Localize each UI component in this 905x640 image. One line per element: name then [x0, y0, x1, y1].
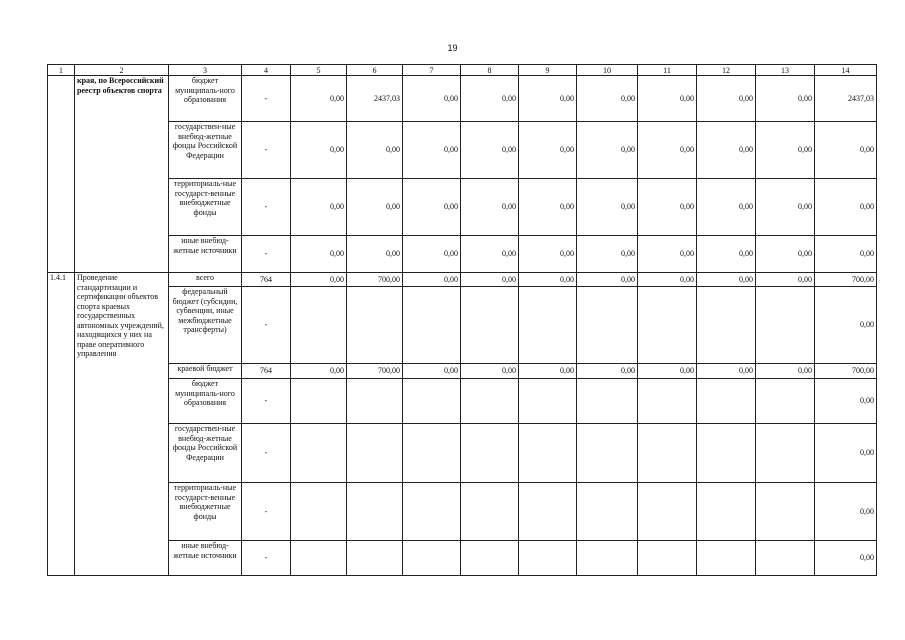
table-row — [48, 287, 877, 364]
code-cell: 764 — [242, 364, 291, 379]
value-cell: 0,00 — [697, 76, 756, 122]
value-cell — [403, 287, 461, 364]
value-cell — [461, 424, 519, 483]
value-cell: 0,00 — [461, 236, 519, 273]
column-header: 12 — [697, 65, 756, 76]
value-cell — [403, 483, 461, 541]
value-cell — [638, 379, 697, 424]
column-header: 1 — [48, 65, 75, 76]
value-cell: 0,00 — [291, 236, 347, 273]
value-cell — [756, 287, 815, 364]
column-header: 11 — [638, 65, 697, 76]
value-cell — [577, 483, 638, 541]
value-cell — [291, 287, 347, 364]
value-cell — [519, 287, 577, 364]
value-cell: 0,00 — [461, 364, 519, 379]
value-cell — [403, 424, 461, 483]
funding-source: иные внебюд-жетные источники — [169, 541, 242, 576]
table-row — [48, 483, 877, 541]
value-cell: 0,00 — [756, 122, 815, 179]
value-cell — [347, 424, 403, 483]
value-cell: 0,00 — [519, 179, 577, 236]
activity-name: Проведение стандартизации и сертификации объектов спорта краевых государственных автономных учреждений, находящихся у них на праве оперативного управления — [75, 273, 169, 576]
table-body — [48, 76, 877, 576]
code-cell: - — [242, 179, 291, 236]
value-cell: 0,00 — [577, 179, 638, 236]
table-row — [48, 122, 877, 179]
value-cell — [577, 541, 638, 576]
table-row — [48, 273, 877, 287]
value-cell — [291, 424, 347, 483]
funding-source: краевой бюджет — [169, 364, 242, 379]
value-cell: 0,00 — [638, 236, 697, 273]
value-cell — [461, 379, 519, 424]
table-row — [48, 364, 877, 379]
value-cell: 0,00 — [756, 236, 815, 273]
value-cell: 0,00 — [403, 273, 461, 287]
value-cell — [638, 424, 697, 483]
row-number — [48, 76, 75, 273]
value-cell: 0,00 — [347, 179, 403, 236]
code-cell: - — [242, 424, 291, 483]
row-number: 1.4.1 — [48, 273, 75, 576]
value-cell: 0,00 — [577, 122, 638, 179]
value-cell: 0,00 — [403, 236, 461, 273]
table-row — [48, 379, 877, 424]
value-cell: 0,00 — [519, 236, 577, 273]
budget-table — [47, 64, 877, 576]
activity-name: края, по Всероссийский реестр объектов спорта — [75, 76, 169, 273]
value-cell — [291, 541, 347, 576]
header-row — [48, 65, 877, 76]
value-cell — [577, 424, 638, 483]
value-cell: 0,00 — [403, 179, 461, 236]
value-cell: 0,00 — [638, 364, 697, 379]
value-cell: 0,00 — [577, 273, 638, 287]
funding-source: федеральный бюджет (субсидии, субвенции, иные межбюджетные трансферты) — [169, 287, 242, 364]
value-cell: 0,00 — [291, 76, 347, 122]
value-cell: 0,00 — [403, 122, 461, 179]
value-cell: 0,00 — [697, 179, 756, 236]
value-cell — [577, 379, 638, 424]
value-cell — [347, 379, 403, 424]
value-cell — [347, 541, 403, 576]
table-row — [48, 541, 877, 576]
code-cell: - — [242, 541, 291, 576]
value-cell: 0,00 — [697, 236, 756, 273]
value-cell: 0,00 — [461, 179, 519, 236]
value-cell: 0,00 — [815, 287, 877, 364]
funding-source: всего — [169, 273, 242, 287]
value-cell: 0,00 — [638, 76, 697, 122]
value-cell: 0,00 — [347, 122, 403, 179]
value-cell — [519, 483, 577, 541]
funding-source: государствен-ные внебюд-жетные фонды Российской Федерации — [169, 122, 242, 179]
value-cell: 0,00 — [403, 76, 461, 122]
value-cell: 0,00 — [519, 122, 577, 179]
funding-source: территориаль-ные государст-венные внебюджетные фонды — [169, 179, 242, 236]
code-cell: - — [242, 483, 291, 541]
value-cell — [403, 379, 461, 424]
column-header: 8 — [461, 65, 519, 76]
value-cell: 0,00 — [577, 236, 638, 273]
value-cell: 0,00 — [519, 76, 577, 122]
value-cell: 0,00 — [577, 364, 638, 379]
value-cell: 0,00 — [519, 364, 577, 379]
value-cell — [756, 483, 815, 541]
value-cell: 0,00 — [697, 364, 756, 379]
table-row — [48, 179, 877, 236]
value-cell: 0,00 — [291, 122, 347, 179]
column-header: 6 — [347, 65, 403, 76]
value-cell: 2437,03 — [815, 76, 877, 122]
value-cell: 0,00 — [638, 273, 697, 287]
value-cell: 0,00 — [815, 483, 877, 541]
value-cell: 0,00 — [461, 76, 519, 122]
value-cell — [697, 541, 756, 576]
value-cell — [697, 287, 756, 364]
funding-source: государствен-ные внебюд-жетные фонды Российской Федерации — [169, 424, 242, 483]
value-cell — [577, 287, 638, 364]
code-cell: - — [242, 379, 291, 424]
value-cell: 0,00 — [403, 364, 461, 379]
value-cell — [519, 379, 577, 424]
value-cell: 0,00 — [347, 236, 403, 273]
code-cell: - — [242, 236, 291, 273]
column-header: 10 — [577, 65, 638, 76]
column-header: 7 — [403, 65, 461, 76]
column-header: 3 — [169, 65, 242, 76]
value-cell — [291, 379, 347, 424]
value-cell: 0,00 — [815, 424, 877, 483]
value-cell — [697, 379, 756, 424]
code-cell: - — [242, 76, 291, 122]
value-cell: 2437,03 — [347, 76, 403, 122]
column-header: 2 — [75, 65, 169, 76]
value-cell: 700,00 — [347, 273, 403, 287]
value-cell — [461, 483, 519, 541]
value-cell: 0,00 — [291, 364, 347, 379]
page-number: 19 — [447, 43, 458, 53]
code-cell: - — [242, 287, 291, 364]
value-cell: 700,00 — [815, 273, 877, 287]
funding-source: бюджет муниципаль-ного образования — [169, 379, 242, 424]
value-cell — [403, 541, 461, 576]
value-cell: 0,00 — [697, 122, 756, 179]
value-cell — [638, 287, 697, 364]
value-cell: 0,00 — [638, 122, 697, 179]
value-cell — [756, 379, 815, 424]
value-cell: 0,00 — [577, 76, 638, 122]
value-cell: 0,00 — [519, 273, 577, 287]
value-cell: 0,00 — [291, 273, 347, 287]
value-cell: 0,00 — [815, 236, 877, 273]
value-cell: 0,00 — [291, 179, 347, 236]
table-row — [48, 236, 877, 273]
funding-source: бюджет муниципаль-ного образования — [169, 76, 242, 122]
value-cell: 700,00 — [347, 364, 403, 379]
column-header: 9 — [519, 65, 577, 76]
value-cell: 0,00 — [697, 273, 756, 287]
value-cell — [461, 541, 519, 576]
value-cell — [638, 541, 697, 576]
value-cell: 0,00 — [638, 179, 697, 236]
value-cell — [697, 483, 756, 541]
table-row — [48, 424, 877, 483]
value-cell: 0,00 — [756, 273, 815, 287]
value-cell: 0,00 — [815, 179, 877, 236]
value-cell — [461, 287, 519, 364]
value-cell: 0,00 — [756, 179, 815, 236]
value-cell — [347, 287, 403, 364]
value-cell — [519, 424, 577, 483]
code-cell: 764 — [242, 273, 291, 287]
column-header: 14 — [815, 65, 877, 76]
column-header: 5 — [291, 65, 347, 76]
value-cell: 0,00 — [815, 541, 877, 576]
value-cell — [347, 483, 403, 541]
value-cell — [519, 541, 577, 576]
value-cell: 0,00 — [756, 364, 815, 379]
value-cell: 0,00 — [815, 379, 877, 424]
value-cell — [697, 424, 756, 483]
value-cell — [291, 483, 347, 541]
value-cell — [638, 483, 697, 541]
value-cell: 0,00 — [756, 76, 815, 122]
funding-source: иные внебюд-жетные источники — [169, 236, 242, 273]
code-cell: - — [242, 122, 291, 179]
value-cell — [756, 424, 815, 483]
value-cell: 0,00 — [461, 122, 519, 179]
value-cell: 700,00 — [815, 364, 877, 379]
value-cell: 0,00 — [815, 122, 877, 179]
column-header: 13 — [756, 65, 815, 76]
funding-source: территориаль-ные государст-венные внебюджетные фонды — [169, 483, 242, 541]
value-cell: 0,00 — [461, 273, 519, 287]
value-cell — [756, 541, 815, 576]
column-header: 4 — [242, 65, 291, 76]
table-row — [48, 76, 877, 122]
